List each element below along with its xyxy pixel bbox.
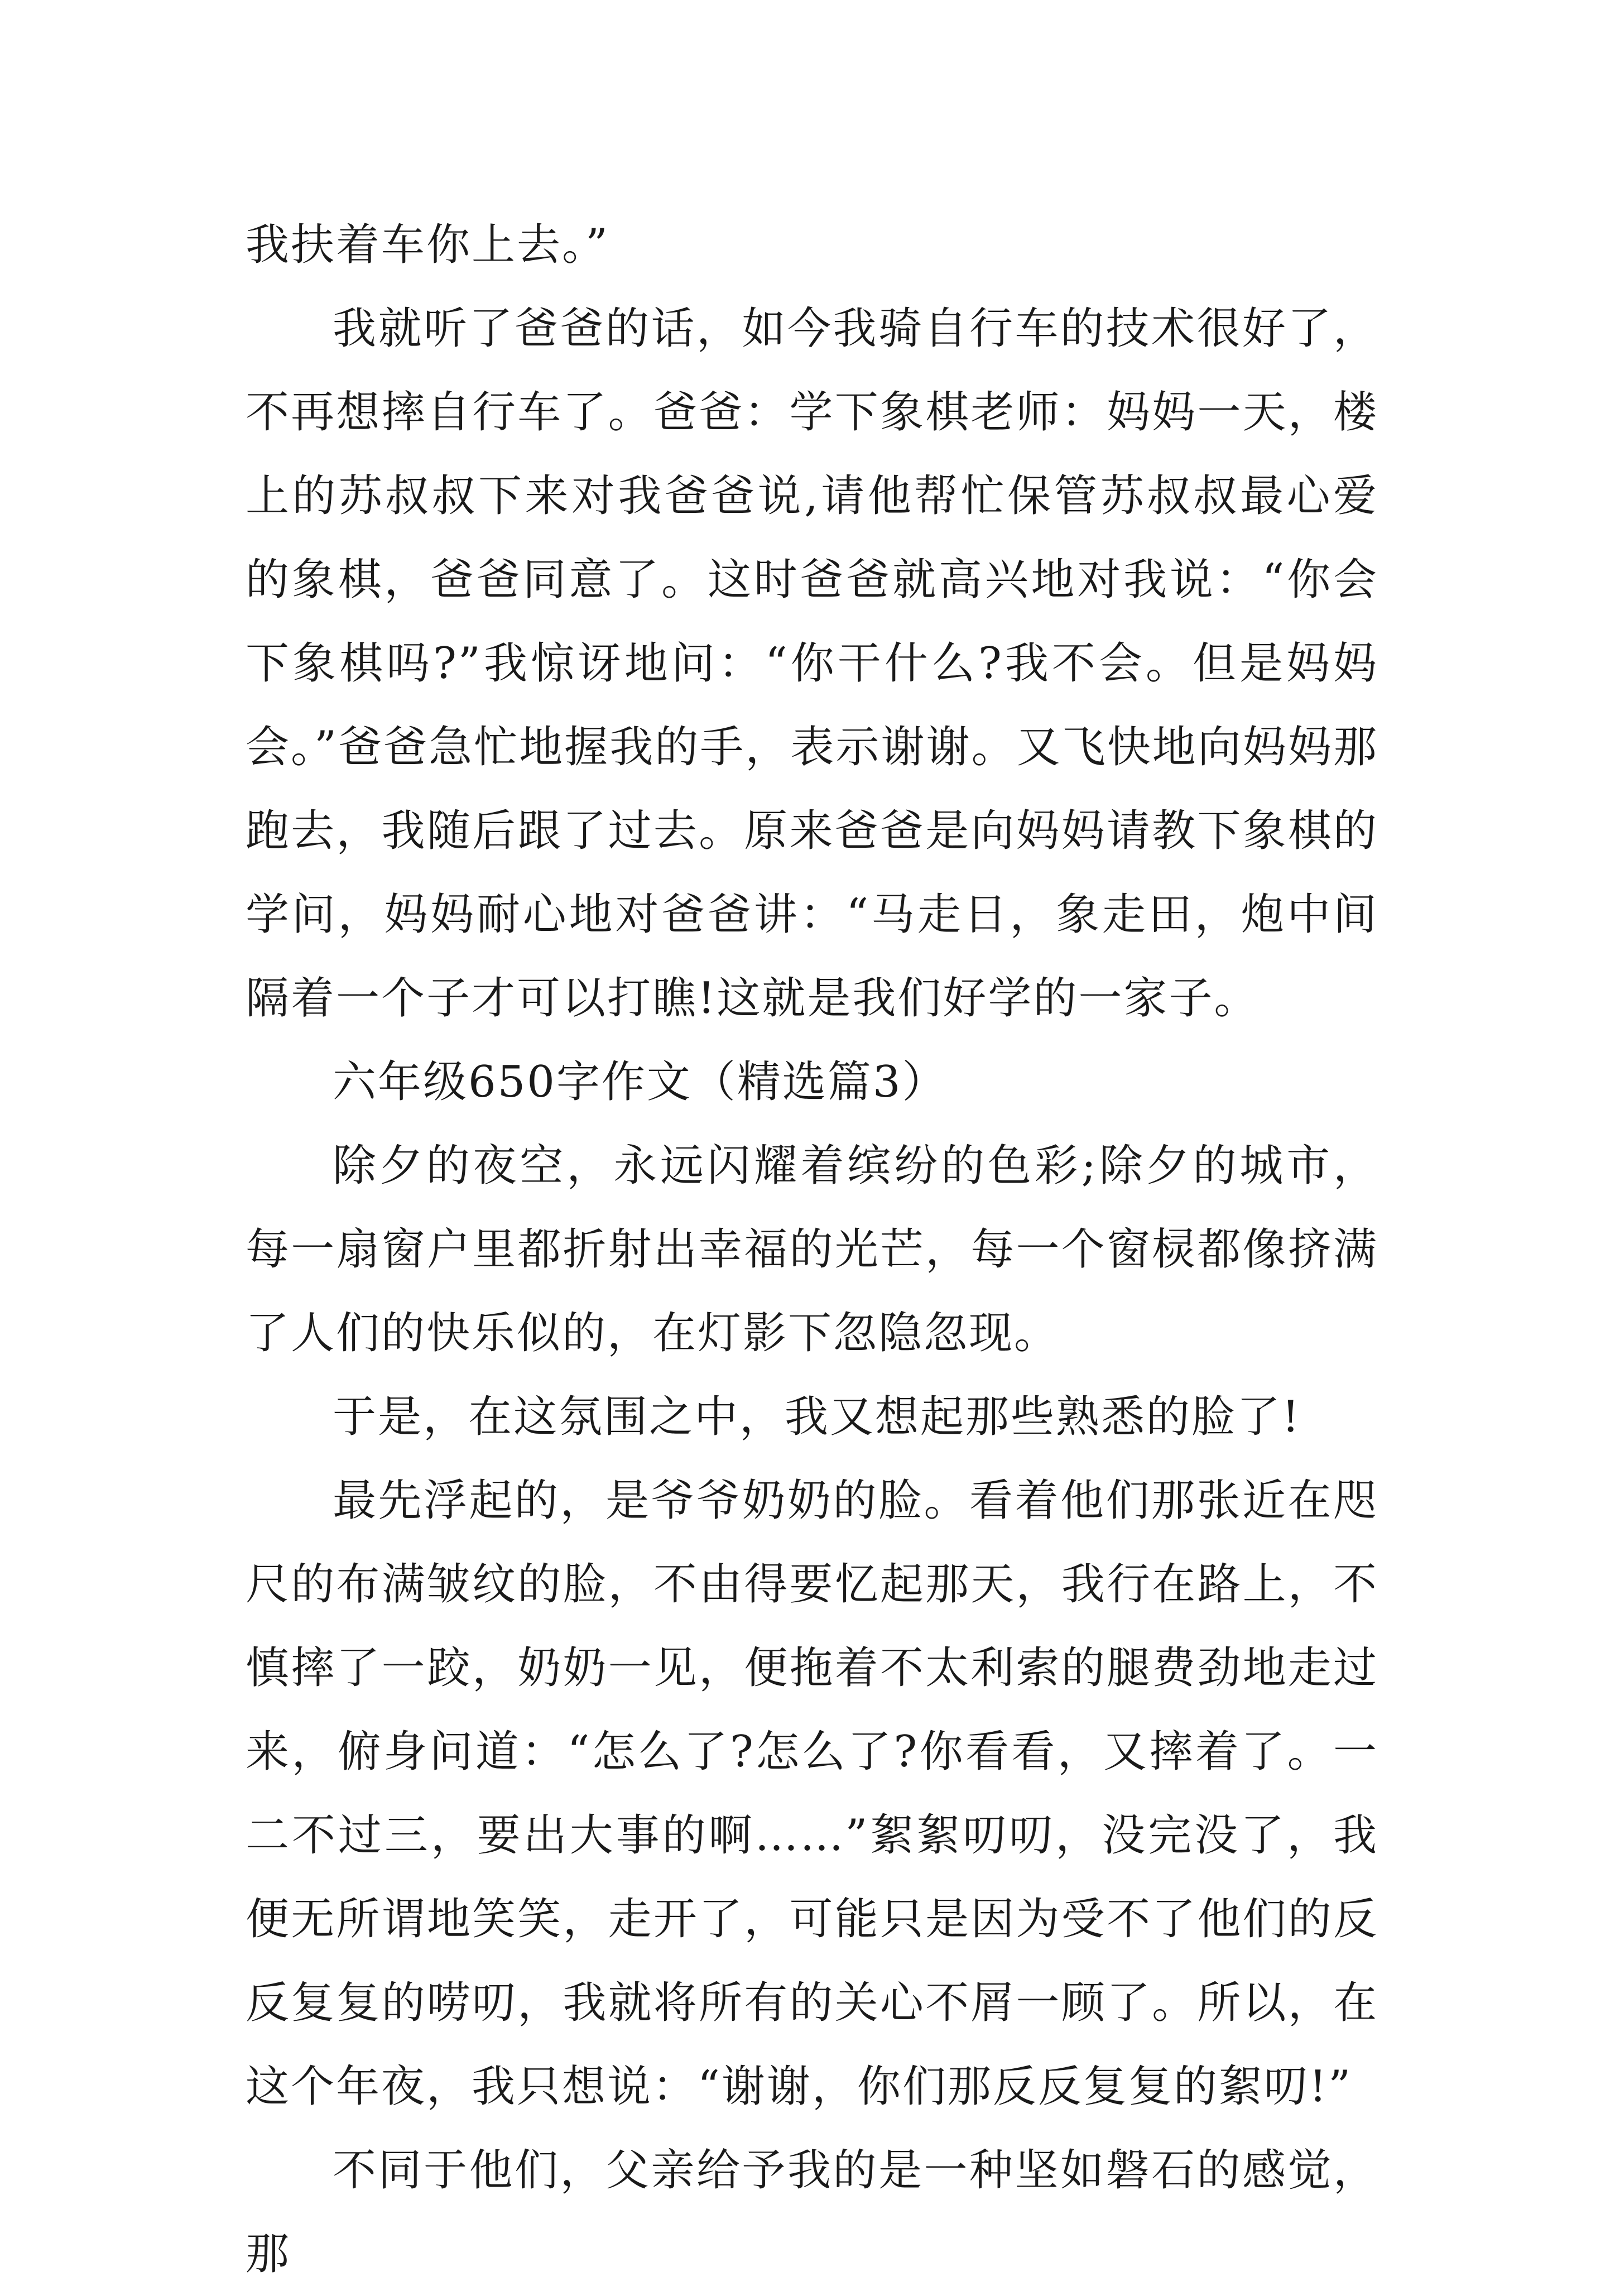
paragraph: 最先浮起的，是爷爷奶奶的脸。看着他们那张近在咫尺的布满皱纹的脸，不由得要忆起那天，我行在路上，不慎摔了一跤，奶奶一见，便拖着不太利索的腿费劲地走过来，俯身问道：“怎么了?怎么了?你看看，又摔着了。一二不过三，要出大事的啊……”絮絮叨叨，没完没了，我便无所谓地笑笑，走开了，可能只是因为受不了他们的反反复复的唠叨，我就将所有的关心不屑一顾了。所以，在这个年夜，我只想说：“谢谢，你们那反反复复的絮叨!”	[246, 1476, 1378, 2112]
paragraph: 我就听了爸爸的话，如今我骑自行车的技术很好了，不再想摔自行车了。爸爸：学下象棋老师：妈妈一天，楼上的苏叔叔下来对我爸爸说,请他帮忙保管苏叔叔最心爱的象棋，爸爸同意了。这时爸爸就高兴地对我说：“你会下象棋吗?”我惊讶地问：“你干什么?我不会。但是妈妈会。”爸爸急忙地握我的手，表示谢谢。又飞快地向妈妈那跑去，我随后跟了过去。原来爸爸是向妈妈请教下象棋的学问，妈妈耐心地对爸爸讲：“马走日，象走田，炮中间隔着一个子才可以打瞧!这就是我们好学的一家子。	[246, 304, 1378, 1024]
section-heading: 六年级650字作文（精选篇3）	[333, 1057, 948, 1107]
paragraph: 除夕的夜空，永远闪耀着缤纷的色彩;除夕的城市，每一扇窗户里都折射出幸福的光芒，每一个窗棂都像挤满了人们的快乐似的，在灯影下忽隐忽现。	[246, 1141, 1378, 1358]
paragraph: 不同于他们，父亲给予我的是一种坚如磐石的感觉，那	[246, 2145, 1378, 2279]
paragraph: 于是，在这氛围之中，我又想起那些熟悉的脸了!	[333, 1392, 1301, 1442]
paragraph: 我扶着车你上去。”	[246, 220, 609, 270]
document-body	[246, 203, 1378, 2296]
